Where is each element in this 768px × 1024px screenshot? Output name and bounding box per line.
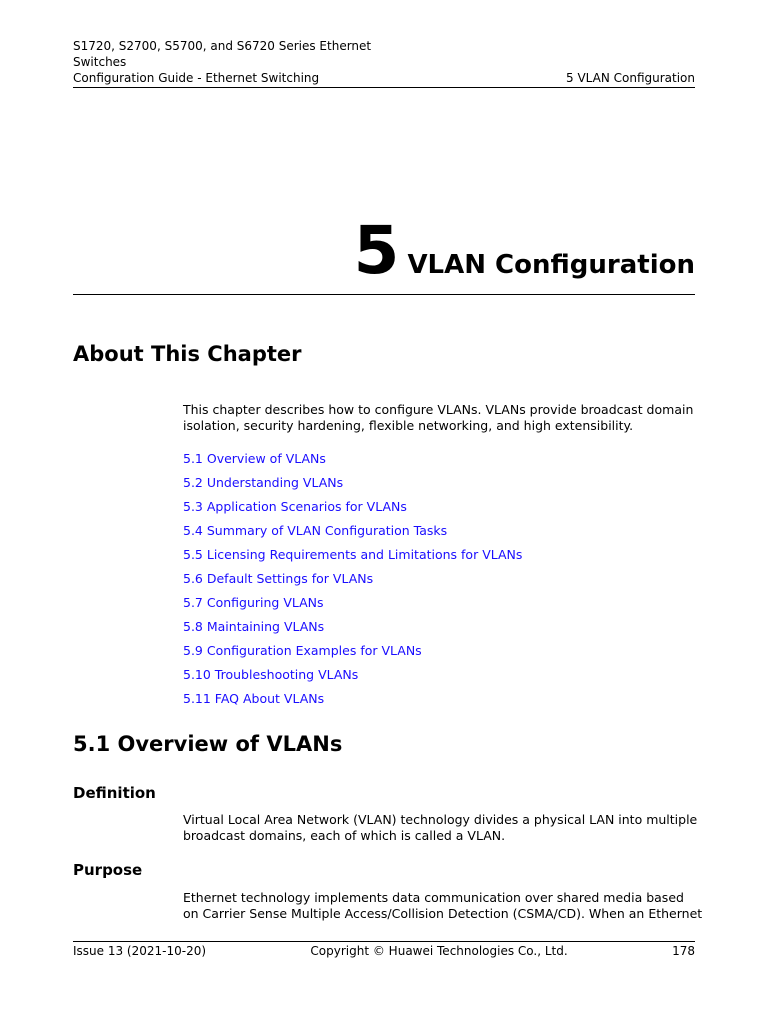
page-header <box>73 38 695 88</box>
toc-item <box>183 475 522 499</box>
chapter-number: 5 <box>353 212 400 289</box>
toc-item <box>183 547 522 571</box>
purpose-heading: Purpose <box>73 861 143 879</box>
header-doc-title <box>73 38 403 70</box>
page-footer <box>73 941 695 958</box>
toc-item <box>183 571 522 595</box>
definition-text: Virtual Local Area Network (VLAN) technology divides a physical LAN into multiple broadcast domains, each of which is called a VLAN. <box>183 812 698 843</box>
toc-link-5-2[interactable]: 5.2 Understanding VLANs <box>183 475 344 490</box>
toc-link-5-10[interactable]: 5.10 Troubleshooting VLANs <box>183 667 359 682</box>
toc-link-5-5[interactable]: 5.5 Licensing Requirements and Limitations for VLANs <box>183 547 523 562</box>
toc-item <box>183 451 522 475</box>
chapter-heading-row <box>354 212 696 290</box>
toc-link-5-3[interactable]: 5.3 Application Scenarios for VLANs <box>183 499 407 514</box>
purpose-text: Ethernet technology implements data communication over shared media based on Carrier Sense Multiple Access/Collision Detection (CSMA/CD). When an Ethernet <box>183 890 703 921</box>
footer-page-number: 178 <box>672 944 695 958</box>
header-section: 5 VLAN Configuration <box>566 71 695 85</box>
toc-link-5-9[interactable]: 5.9 Configuration Examples for VLANs <box>183 643 422 658</box>
toc-item <box>183 619 522 643</box>
chapter-toc <box>183 451 522 715</box>
header-doc-title-line2: Switches <box>73 55 127 69</box>
toc-link-5-6[interactable]: 5.6 Default Settings for VLANs <box>183 571 374 586</box>
definition-heading: Definition <box>73 784 156 802</box>
about-heading: About This Chapter <box>73 342 302 366</box>
header-doc-title-line1: S1720, S2700, S5700, and S6720 Series Ethernet <box>73 39 372 53</box>
overview-heading: 5.1 Overview of VLANs <box>73 732 343 756</box>
toc-link-5-1[interactable]: 5.1 Overview of VLANs <box>183 451 326 466</box>
toc-link-5-4[interactable]: 5.4 Summary of VLAN Configuration Tasks <box>183 523 448 538</box>
toc-item <box>183 691 522 715</box>
toc-item <box>183 643 522 667</box>
toc-item <box>183 667 522 691</box>
header-guide: Configuration Guide - Ethernet Switching <box>73 71 320 85</box>
footer-issue: Issue 13 (2021-10-20) <box>73 944 207 958</box>
chapter-title: VLAN Configuration <box>407 250 695 280</box>
header-rule-row <box>73 70 695 88</box>
about-intro: This chapter describes how to configure VLANs. VLANs provide broadcast domain isolation, security hardening, flexible networking, and high extensibility. <box>183 402 694 433</box>
toc-item <box>183 523 522 547</box>
chapter-heading <box>73 208 695 295</box>
toc-item <box>183 595 522 619</box>
toc-item <box>183 499 522 523</box>
toc-link-5-8[interactable]: 5.8 Maintaining VLANs <box>183 619 325 634</box>
footer-copyright: Copyright © Huawei Technologies Co., Ltd. <box>310 944 568 958</box>
toc-link-5-7[interactable]: 5.7 Configuring VLANs <box>183 595 324 610</box>
toc-link-5-11[interactable]: 5.11 FAQ About VLANs <box>183 691 325 706</box>
